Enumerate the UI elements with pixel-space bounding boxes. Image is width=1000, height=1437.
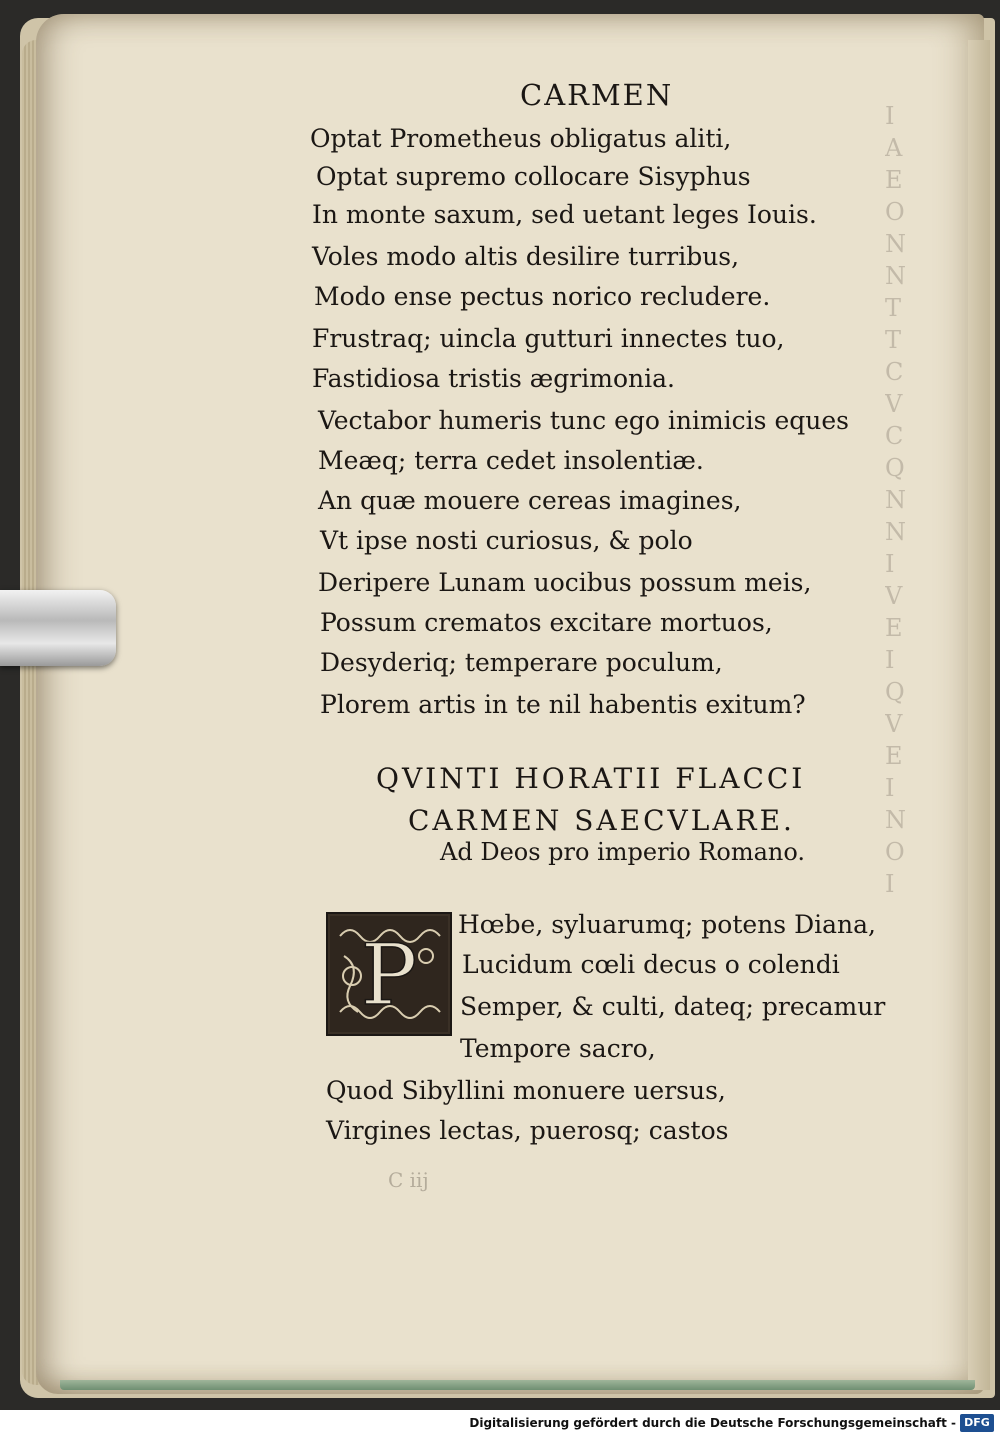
- page-heading: CARMEN: [520, 78, 674, 112]
- initial-letter: P: [360, 926, 418, 1024]
- verse-line: Semper, & culti, dateq; precamur: [460, 992, 886, 1021]
- carmen-title: QVINTI HORATII FLACCI: [376, 762, 806, 795]
- verse-line: Lucidum cœli decus o colendi: [462, 950, 840, 979]
- signature-mark: C iij: [388, 1168, 429, 1192]
- verse-line: An quæ mouere cereas imagines,: [318, 486, 742, 515]
- verse-line: Quod Sibyllini monuere uersus,: [326, 1076, 726, 1105]
- verse-line: Virgines lectas, puerosq; castos: [326, 1116, 729, 1145]
- show-through-text: I A E O N N T T C V C Q N N I V E I Q V E I N O I: [885, 102, 906, 898]
- carmen-subtitle-title: CARMEN SAECVLARE.: [408, 804, 795, 837]
- verse-line: Vectabor humeris tunc ego inimicis eques: [318, 406, 849, 435]
- dedication: Ad Deos pro imperio Romano.: [440, 838, 806, 866]
- footer-credit: Digitalisierung gefördert durch die Deutsche Forschungsgemeinschaft -: [469, 1416, 956, 1430]
- verse-line: Desyderiq; temperare poculum,: [320, 648, 723, 677]
- verse-line: Frustraq; uincla gutturi innectes tuo,: [312, 324, 785, 353]
- verse-line: Fastidiosa tristis ægrimonia.: [312, 364, 675, 393]
- dfg-logo-icon: DFG: [960, 1414, 994, 1432]
- verse-line: Deripere Lunam uocibus possum meis,: [318, 568, 812, 597]
- verse-line: Hœbe, syluarumq; potens Diana,: [458, 910, 876, 939]
- verse-line: Modo ense pectus norico recludere.: [314, 282, 771, 311]
- verse-line: Possum crematos excitare mortuos,: [320, 608, 773, 637]
- verse-line: Voles modo altis desilire turribus,: [312, 242, 740, 271]
- verse-line: Meæq; terra cedet insolentiæ.: [318, 446, 704, 475]
- verse-line: Vt ipse nosti curiosus, & polo: [320, 526, 693, 555]
- verse-line: Tempore sacro,: [460, 1034, 656, 1063]
- verse-line: In monte saxum, sed uetant leges Iouis.: [312, 200, 817, 229]
- verse-line: Optat Prometheus obligatus aliti,: [310, 124, 732, 153]
- footer-bar: [0, 1410, 1000, 1437]
- verse-line: Optat supremo collocare Sisyphus: [316, 162, 751, 191]
- verse-line: Plorem artis in te nil habentis exitum?: [320, 690, 806, 719]
- ornament-icon: [330, 916, 448, 1032]
- decorated-initial-p: [326, 912, 452, 1036]
